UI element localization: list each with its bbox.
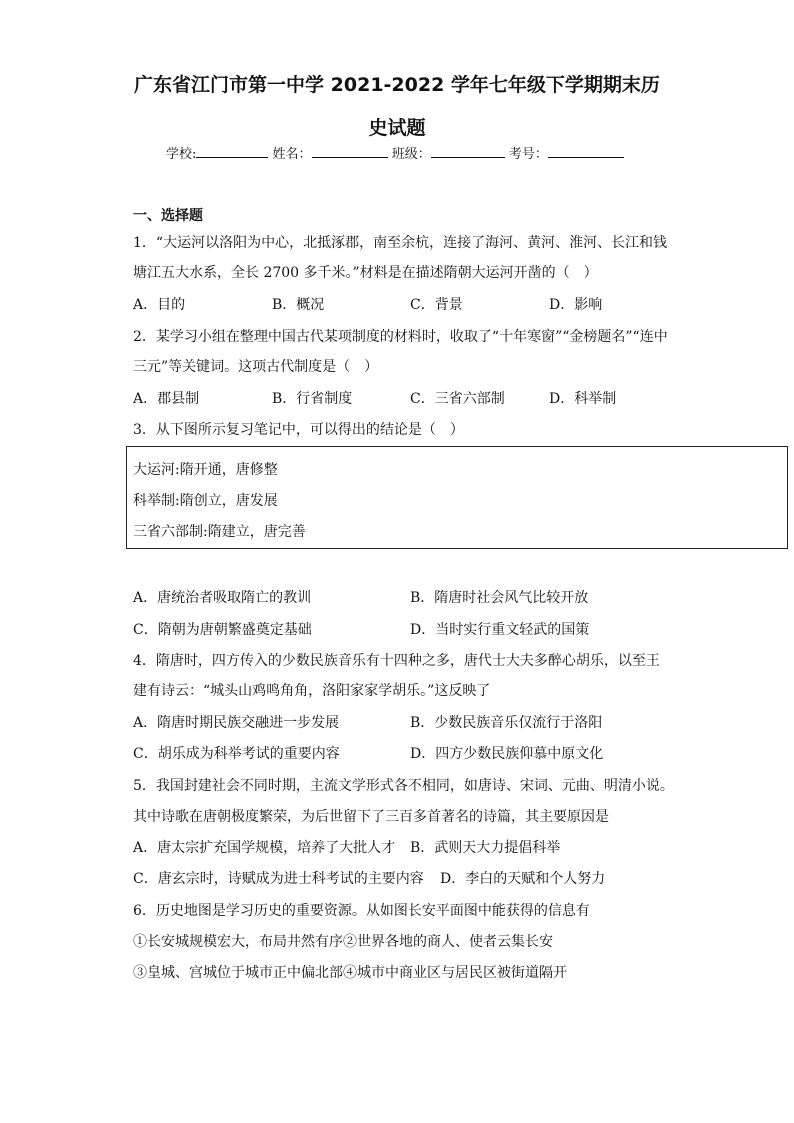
option-c[interactable]: C．隋朝为唐朝繁盛奠定基础 — [133, 622, 312, 638]
school-blank[interactable] — [196, 143, 268, 158]
option-b[interactable]: B．少数民族音乐仅流行于洛阳 — [410, 715, 603, 731]
option-a[interactable]: A．唐太宗扩充国学规模，培养了大批人才 — [133, 840, 396, 856]
school-label: 学校: — [166, 147, 197, 162]
option-c[interactable]: C．背景 — [410, 297, 463, 313]
option-d[interactable]: D．当时实行重文轻武的国策 — [410, 622, 590, 638]
question-text: 塘江五大水系，全长 2700 多千米。”材料是在描述隋朝大运河开凿的（ ） — [133, 265, 598, 281]
name-blank[interactable] — [312, 143, 388, 158]
option-d[interactable]: D．影响 — [549, 297, 603, 313]
class-blank[interactable] — [431, 143, 505, 158]
statement-line: ③皇城、宫城位于城市正中偏北部④城市中商业区与居民区被街道隔开 — [133, 965, 567, 981]
option-c[interactable]: C．唐玄宗时，诗赋成为进士科考试的主要内容 — [133, 871, 424, 887]
option-d[interactable]: D．四方少数民族仰慕中原文化 — [410, 746, 604, 762]
document-title-line-2: 史试题 — [368, 117, 426, 139]
note-line: 三省六部制:隋建立，唐完善 — [133, 524, 306, 540]
option-b[interactable]: B．隋唐时社会风气比较开放 — [410, 590, 589, 606]
option-a[interactable]: A．隋唐时期民族交融进一步发展 — [133, 715, 340, 731]
option-b[interactable]: B．概况 — [272, 297, 325, 313]
review-notes-box — [126, 446, 788, 549]
question-text: 6．历史地图是学习历史的重要资源。从如图长安平面图中能获得的信息有 — [133, 903, 590, 919]
question-text: 建有诗云：“城头山鸡鸣角角，洛阳家家学胡乐。”这反映了 — [133, 683, 491, 699]
option-c[interactable]: C．胡乐成为科举考试的重要内容 — [133, 746, 340, 762]
option-b[interactable]: B．武则天大力提倡科举 — [410, 840, 561, 856]
option-a[interactable]: A．唐统治者吸取隋亡的教训 — [133, 590, 312, 606]
question-text: 其中诗歌在唐朝极度繁荣，为后世留下了三百多首著名的诗篇，其主要原因是 — [133, 809, 609, 825]
question-text: 3．从下图所示复习笔记中，可以得出的结论是（ ） — [133, 422, 464, 438]
exam-number-blank[interactable] — [548, 143, 624, 158]
note-line: 大运河:隋开通，唐修整 — [133, 462, 278, 478]
question-text: 4．隋唐时，四方传入的少数民族音乐有十四种之多，唐代士大夫多醉心胡乐，以至王 — [133, 653, 660, 669]
question-text: 1．“大运河以洛阳为中心，北抵涿郡，南至余杭，连接了海河、黄河、淮河、长江和钱 — [133, 235, 668, 251]
option-b[interactable]: B．行省制度 — [272, 391, 353, 407]
question-text: 2．某学习小组在整理中国古代某项制度的材料时，收取了“十年寒窗”“金榜题名”“连中 — [133, 329, 668, 345]
note-line: 科举制:隋创立，唐发展 — [133, 493, 278, 509]
student-info-line — [166, 143, 624, 162]
section-title: 一、选择题 — [133, 208, 203, 224]
question-text: 5．我国封建社会不同时期，主流文学形式各不相同，如唐诗、宋词、元曲、明清小说。 — [133, 778, 674, 794]
statement-line: ①长安城规模宏大，布局井然有序②世界各地的商人、使者云集长安 — [133, 934, 553, 950]
option-d[interactable]: D．李白的天赋和个人努力 — [440, 871, 606, 887]
option-a[interactable]: A．目的 — [133, 297, 186, 313]
option-d[interactable]: D．科举制 — [549, 391, 617, 407]
question-text: 三元”等关键词。这项古代制度是（ ） — [133, 359, 379, 375]
document-title-line-1: 广东省江门市第一中学 2021-2022 学年七年级下学期期末历 — [134, 74, 660, 96]
option-a[interactable]: A．郡县制 — [133, 391, 200, 407]
class-label: 班级： — [391, 147, 431, 162]
name-label: 姓名： — [272, 147, 312, 162]
option-c[interactable]: C．三省六部制 — [410, 391, 505, 407]
exam-number-label: 考号： — [508, 147, 548, 162]
